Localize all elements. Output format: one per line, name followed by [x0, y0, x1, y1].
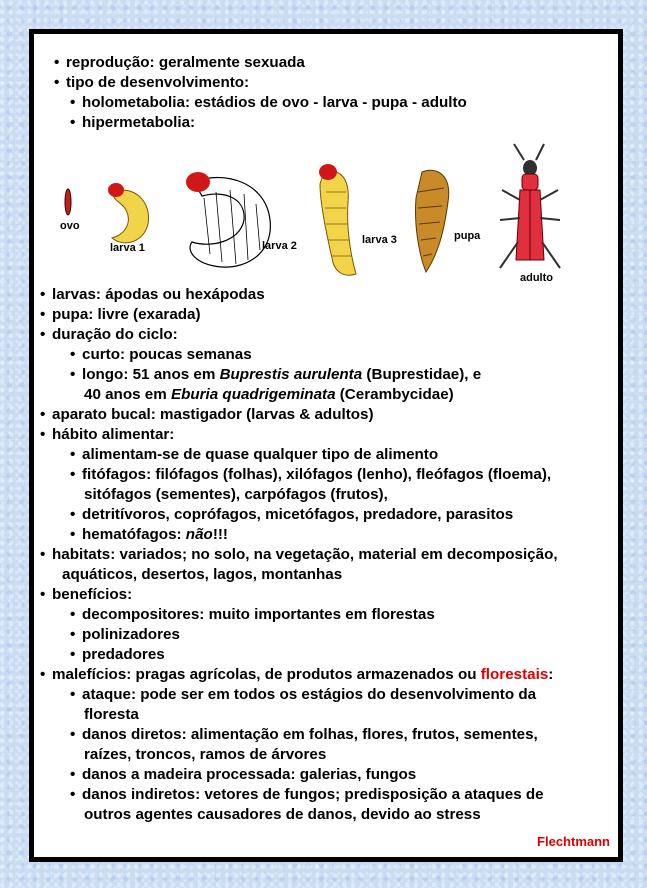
text-line: [70, 526, 228, 544]
line-text: outros agentes causadores de danos, devido ao stress: [84, 806, 481, 823]
bullet: •: [70, 526, 76, 543]
label-adulto: adulto: [520, 272, 553, 284]
line-text: raízes, troncos, ramos de árvores: [84, 746, 327, 763]
text-line: [54, 74, 249, 92]
text-line: [70, 726, 538, 744]
line-text: pupa: livre (exarada): [52, 306, 201, 323]
text-line: [84, 806, 481, 824]
text-line: [70, 366, 481, 384]
bullet: •: [70, 94, 76, 111]
text-line: [84, 706, 139, 724]
bullet: •: [40, 666, 46, 683]
text-line: [70, 94, 467, 112]
bullet: •: [70, 346, 76, 363]
text-line: [70, 506, 513, 524]
line-text: alimentam-se de quase qualquer tipo de alimento: [82, 446, 439, 463]
text-line: [40, 306, 201, 324]
line-text: 40 anos em Eburia quadrigeminata (Cerambycidae): [84, 386, 454, 403]
bullet: •: [40, 586, 46, 603]
text-line: [70, 626, 180, 644]
text-line: [70, 466, 551, 484]
line-text: longo: 51 anos em Buprestis aurulenta (Buprestidae), e: [82, 366, 482, 383]
line-text: larvas: ápodas ou hexápodas: [52, 286, 265, 303]
bullet: •: [70, 626, 76, 643]
signature: Flechtmann: [537, 834, 610, 849]
bullet: •: [40, 426, 46, 443]
highlight-text: florestais: [480, 666, 549, 683]
bullet: •: [70, 786, 76, 803]
line-text: ataque: pode ser em todos os estágios do desenvolvimento da: [82, 686, 537, 703]
text-line: [62, 566, 342, 584]
text-line: [84, 746, 326, 764]
text-line: [40, 426, 174, 444]
line-text: holometabolia: estádios de ovo - larva - pupa - adulto: [82, 94, 467, 111]
text-line: [70, 606, 435, 624]
bullet: •: [70, 506, 76, 523]
line-text: habitats: variados; no solo, na vegetação, material em decomposição,: [52, 546, 558, 563]
text-line: [70, 646, 165, 664]
line-text: aquáticos, desertos, lagos, montanhas: [62, 566, 343, 583]
label-larva-1: larva 1: [110, 242, 145, 254]
text-line: [40, 546, 558, 564]
bullet: •: [40, 546, 46, 563]
line-text: sitófagos (sementes), carpófagos (frutos),: [84, 486, 388, 503]
line-text: hipermetabolia:: [82, 114, 196, 131]
label-pupa: pupa: [454, 230, 481, 242]
adult-beetle-icon: [500, 144, 560, 268]
text-line: [70, 346, 252, 364]
bullet: •: [54, 74, 60, 91]
line-text: predadores: [82, 646, 165, 663]
label-larva-2: larva 2: [262, 240, 297, 252]
line-text: duração do ciclo:: [52, 326, 178, 343]
bullet: •: [70, 606, 76, 623]
text-line: [70, 686, 536, 704]
line-text: decompositores: muito importantes em florestas: [82, 606, 435, 623]
line-text: danos diretos: alimentação em folhas, flores, frutos, sementes,: [82, 726, 538, 743]
bullet: •: [70, 366, 76, 383]
text-line: [70, 446, 438, 464]
text-line: [84, 486, 388, 504]
bullet: •: [70, 446, 76, 463]
line-text: reprodução: geralmente sexuada: [66, 54, 305, 71]
text-line: [84, 386, 454, 404]
bullet: •: [70, 726, 76, 743]
line-text: curto: poucas semanas: [82, 346, 252, 363]
text-line: [40, 586, 132, 604]
larva2-icon: [186, 172, 270, 267]
line-text: benefícios:: [52, 586, 133, 603]
bullet: •: [40, 326, 46, 343]
label-ovo: ovo: [60, 220, 80, 232]
development-figure: [34, 142, 618, 302]
bullet: •: [70, 466, 76, 483]
text-line: [70, 786, 544, 804]
line-text: malefícios: pragas agrícolas, de produtos armazenados ou: [52, 666, 481, 683]
bullet: •: [54, 54, 60, 71]
text-line: [70, 766, 416, 784]
line-text: fitófagos: filófagos (folhas), xilófagos (lenho), fleófagos (floema),: [82, 466, 552, 483]
line-text: tipo de desenvolvimento:: [66, 74, 250, 91]
text-line: [70, 114, 195, 132]
pupa-icon: [415, 170, 448, 272]
line-text: hábito alimentar:: [52, 426, 175, 443]
text-line: [40, 326, 178, 344]
bullet: •: [70, 766, 76, 783]
egg-icon: [65, 189, 71, 215]
bullet: •: [40, 286, 46, 303]
bullet: •: [70, 686, 76, 703]
line-text: danos indiretos: vetores de fungos; predisposição a ataques de: [82, 786, 544, 803]
larva3-icon: [319, 164, 356, 275]
line-text: aparato bucal: mastigador (larvas & adultos): [52, 406, 374, 423]
label-larva-3: larva 3: [362, 234, 397, 246]
bullet: •: [40, 306, 46, 323]
line-text: detritívoros, coprófagos, micetófagos, predadore, parasitos: [82, 506, 514, 523]
bullet: •: [40, 406, 46, 423]
text-line: [54, 54, 305, 72]
line-text: hematófagos: não!!!: [82, 526, 228, 543]
text-line: [40, 666, 553, 684]
line-text: floresta: [84, 706, 139, 723]
bullet: •: [70, 114, 76, 131]
larva1-icon: [108, 183, 149, 243]
line-text: danos a madeira processada: galerias, fungos: [82, 766, 417, 783]
bullet: •: [70, 646, 76, 663]
line-suffix: :: [548, 666, 554, 683]
line-text: polinizadores: [82, 626, 180, 643]
text-line: [40, 406, 374, 424]
content-card: [29, 29, 623, 862]
